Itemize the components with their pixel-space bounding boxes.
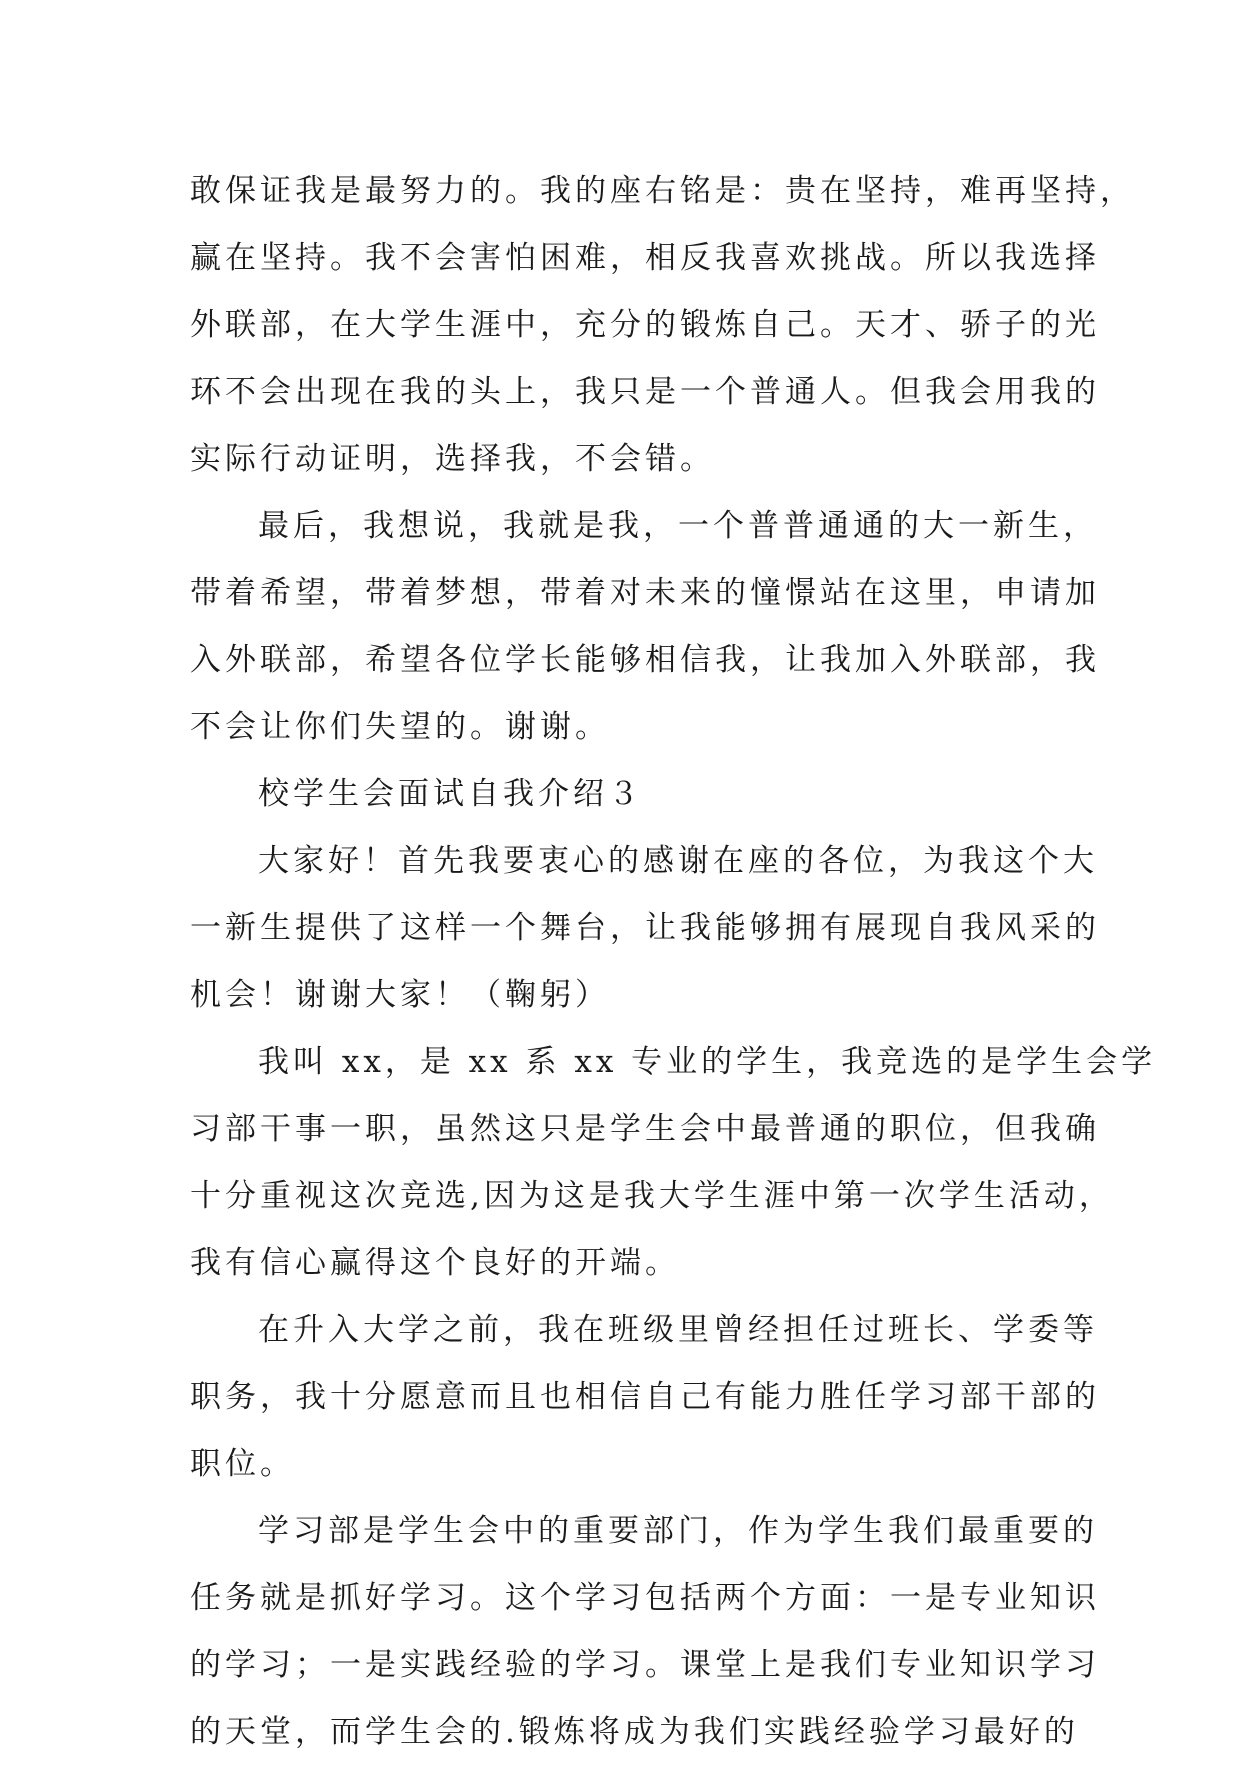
text-line: 任务就是抓好学习。这个学习包括两个方面：一是专业知识 <box>190 1580 1100 1616</box>
text-line: 敢保证我是最努力的。我的座右铭是：贵在坚持，难再坚持， <box>190 173 1135 209</box>
text-line: 赢在坚持。我不会害怕困难，相反我喜欢挑战。所以我选择 <box>190 240 1100 276</box>
section-heading: 校学生会面试自我介绍３ <box>258 776 643 812</box>
text-line: 习部干事一职，虽然这只是学生会中最普通的职位，但我确 <box>190 1111 1100 1147</box>
text-line: 环不会出现在我的头上，我只是一个普通人。但我会用我的 <box>190 374 1100 410</box>
text-line: 一新生提供了这样一个舞台，让我能够拥有展现自我风采的 <box>190 910 1100 946</box>
text-line: 的学习；一是实践经验的学习。课堂上是我们专业知识学习 <box>190 1647 1100 1683</box>
text-line: 不会让你们失望的。谢谢。 <box>190 709 610 745</box>
paragraph-start-line: 最后，我想说，我就是我，一个普普通通的大一新生， <box>258 508 1098 544</box>
paragraph-start-line: 大家好！首先我要衷心的感谢在座的各位，为我这个大 <box>258 843 1098 879</box>
paragraph-start-line: 我叫 xx，是 xx 系 xx 专业的学生，我竞选的是学生会学 <box>258 1044 1157 1080</box>
text-line: 带着希望，带着梦想，带着对未来的憧憬站在这里，申请加 <box>190 575 1100 611</box>
document-body <box>190 158 1157 1766</box>
text-line: 入外联部，希望各位学长能够相信我，让我加入外联部，我 <box>190 642 1100 678</box>
text-line: 职务，我十分愿意而且也相信自己有能力胜任学习部干部的 <box>190 1379 1100 1415</box>
text-line: 实际行动证明，选择我，不会错。 <box>190 441 715 477</box>
text-line: 的天堂，而学生会的.锻炼将成为我们实践经验学习最好的 <box>190 1714 1079 1750</box>
paragraph-start-line: 在升入大学之前，我在班级里曾经担任过班长、学委等 <box>258 1312 1098 1348</box>
text-line: 我有信心赢得这个良好的开端。 <box>190 1245 680 1281</box>
text-line: 十分重视这次竞选,因为这是我大学生涯中第一次学生活动， <box>190 1178 1114 1214</box>
text-line: 外联部，在大学生涯中，充分的锻炼自己。天才、骄子的光 <box>190 307 1100 343</box>
text-line: 职位。 <box>190 1446 295 1482</box>
text-line: 机会！谢谢大家！（鞠躬） <box>190 977 610 1013</box>
paragraph-start-line: 学习部是学生会中的重要部门，作为学生我们最重要的 <box>258 1513 1098 1549</box>
